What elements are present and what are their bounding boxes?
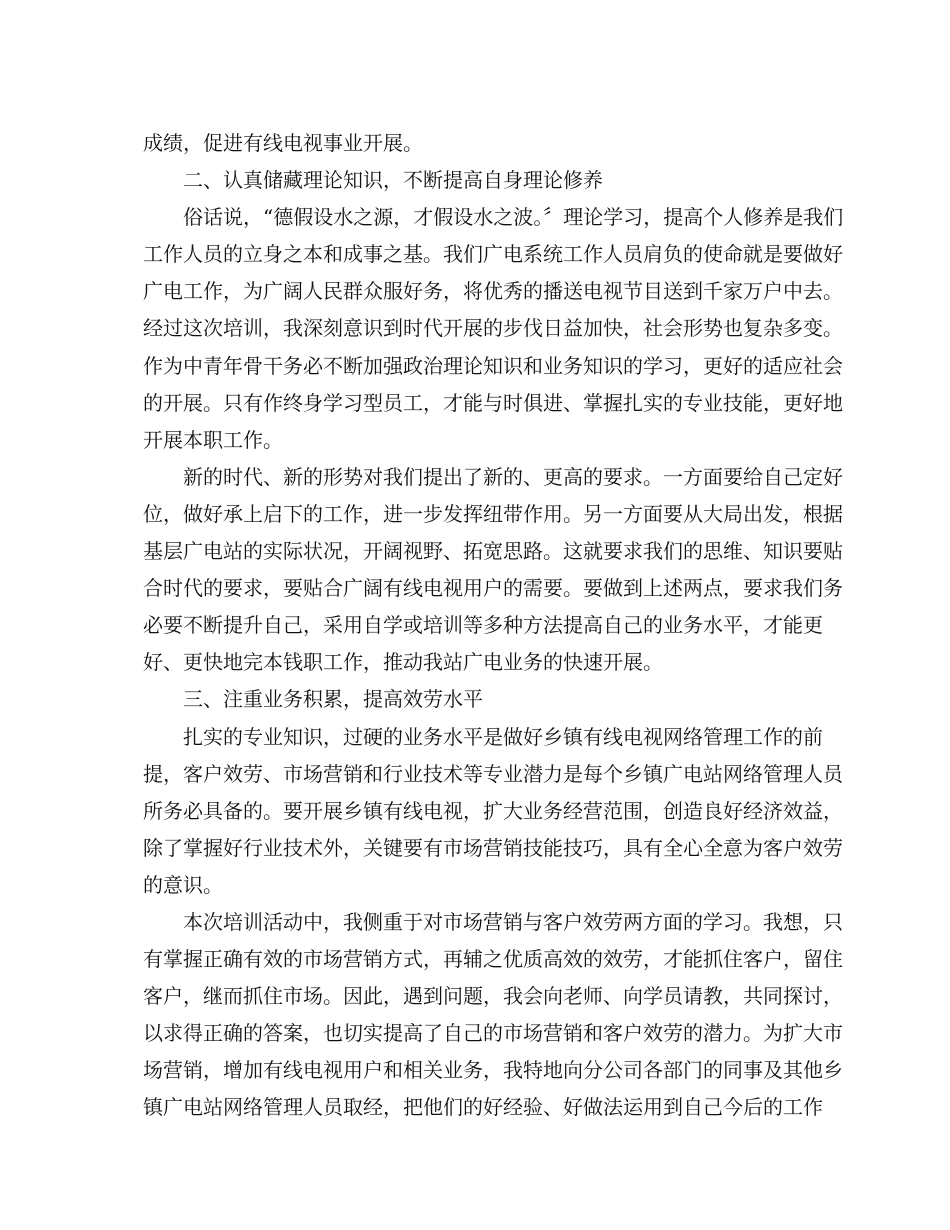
text-line: 提，客户效劳、市场营销和行业技术等专业潜力是每个乡镇广电站网络管理人员 [143,761,843,786]
text-line: 有掌握正确有效的市场营销方式，再辅之优质高效的效劳，才能抓住客户，留住 [143,947,843,972]
text-line: 本次培训活动中，我侧重于对市场营销与客户效劳两方面的学习。我想，只 [183,909,843,934]
text-line: 新的时代、新的形势对我们提出了新的、更高的要求。一方面要给自己定好 [183,464,843,489]
text-line: 必要不断提升自己，采用自学或培训等多种方法提高自己的业务水平，才能更 [143,613,823,638]
text-line: 基层广电站的实际状况，开阔视野、拓宽思路。这就要求我们的思维、知识要贴 [143,539,843,564]
text-line: 俗话说，“德假设水之源，才假设水之波。〞理论学习，提高个人修养是我们 [183,205,844,230]
text-line: 作为中青年骨干务必不断加强政治理论知识和业务知识的学习，更好的适应社会 [143,353,843,378]
text-line: 的开展。只有作终身学习型员工，才能与时俱进、掌握扎实的专业技能，更好地 [143,390,843,415]
text-line: 的意识。 [143,872,223,897]
text-line: 镇广电站网络管理人员取经，把他们的好经验、好做法运用到自己今后的工作 [143,1095,823,1120]
text-line: 位，做好承上启下的工作，进一步发挥纽带作用。另一方面要从大局出发，根据 [143,501,843,526]
text-line: 以求得正确的答案，也切实提高了自己的市场营销和客户效劳的潜力。为扩大市 [143,1021,843,1046]
text-line: 所务必具备的。要开展乡镇有线电视，扩大业务经营范围，创造良好经济效益， [143,798,843,823]
text-line: 开展本职工作。 [143,427,283,452]
text-line: 客户，继而抓住市场。因此，遇到问题，我会向老师、向学员请教，共同探讨， [143,984,843,1009]
text-line: 场营销，增加有线电视用户和相关业务，我特地向分公司各部门的同事及其他乡 [143,1058,843,1083]
text-line: 好、更快地完本钱职工作，推动我站广电业务的快速开展。 [143,650,663,675]
text-line: 除了掌握好行业技术外，关键要有市场营销技能技巧，具有全心全意为客户效劳 [143,835,843,860]
text-line: 成绩，促进有线电视事业开展。 [143,131,423,155]
text-line: 合时代的要求，要贴合广阔有线电视用户的需要。要做到上述两点，要求我们务 [143,576,843,601]
text-line: 二、认真储藏理论知识，不断提高自身理论修养 [183,168,603,193]
text-line: 扎实的专业知识，过硬的业务水平是做好乡镇有线电视网络管理工作的前 [183,724,823,749]
text-line: 三、注重业务积累，提高效劳水平 [183,687,483,712]
text-line: 工作人员的立身之本和成事之基。我们广电系统工作人员肩负的使命就是要做好 [143,242,843,267]
text-line: 经过这次培训，我深刻意识到时代开展的步伐日益加快，社会形势也复杂多变。 [143,316,843,341]
text-line: 广电工作，为广阔人民群众服好务，将优秀的播送电视节目送到千家万户中去。 [143,279,843,304]
document-body [143,125,844,1127]
